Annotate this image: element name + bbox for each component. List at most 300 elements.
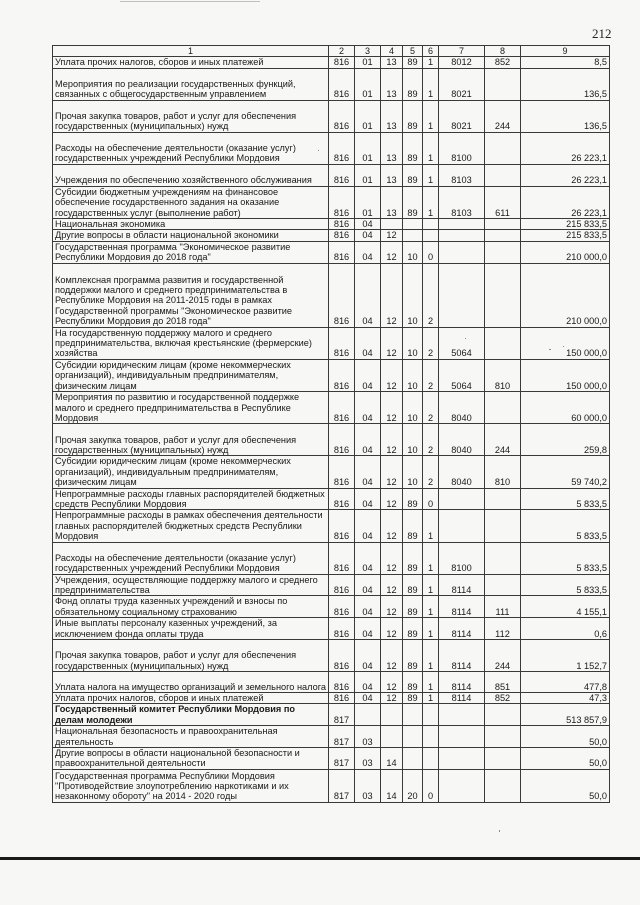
code-cell-c3: 01 xyxy=(355,57,381,68)
code-cell-c8 xyxy=(485,510,521,542)
code-cell-c6: 0 xyxy=(423,769,439,802)
code-cell-c9: 1 152,7 xyxy=(521,640,610,672)
column-header: 1 xyxy=(53,46,329,57)
code-cell-c4: 13 xyxy=(381,186,403,218)
row-name-cell: Национальная безопасность и правоохранительная деятельность xyxy=(53,726,329,748)
row-name-cell: Национальная экономика xyxy=(53,219,329,230)
code-cell-c8 xyxy=(485,164,521,186)
code-cell-c5: 89 xyxy=(403,693,423,704)
row-name-cell: Уплата прочих налогов, сборов и иных платежей xyxy=(53,57,329,68)
code-cell-c6 xyxy=(423,726,439,748)
code-cell-c8: 112 xyxy=(485,618,521,640)
code-cell-c3: 04 xyxy=(355,392,381,424)
table-row xyxy=(53,132,610,164)
code-cell-c3: 04 xyxy=(355,327,381,359)
code-cell-c2: 816 xyxy=(329,574,355,596)
scan-bottom-edge xyxy=(0,857,640,860)
code-cell-c8: 611 xyxy=(485,186,521,218)
code-cell-c6: 1 xyxy=(423,618,439,640)
code-cell-c9: 150 000,0 xyxy=(521,359,610,391)
code-cell-c7: 8103 xyxy=(439,164,485,186)
row-name-cell: Учреждения по обеспечению хозяйственного обслуживания xyxy=(53,164,329,186)
budget-table xyxy=(52,45,610,803)
code-cell-c6: 1 xyxy=(423,57,439,68)
code-cell-c6: 1 xyxy=(423,68,439,100)
row-name-cell: Иные выплаты персоналу казенных учреждений, за исключением фонда оплаты труда xyxy=(53,618,329,640)
code-cell-c7 xyxy=(439,488,485,510)
code-cell-c5: 89 xyxy=(403,68,423,100)
code-cell-c8: 244 xyxy=(485,640,521,672)
row-name-cell: Государственный комитет Республики Мордовия по делам молодежи xyxy=(53,704,329,726)
code-cell-c8 xyxy=(485,392,521,424)
code-cell-c3: 04 xyxy=(355,263,381,327)
scan-artifact-top xyxy=(120,1,260,4)
code-cell-c5: 89 xyxy=(403,488,423,510)
code-cell-c5: 89 xyxy=(403,510,423,542)
code-cell-c8 xyxy=(485,542,521,574)
code-cell-c6: 1 xyxy=(423,100,439,132)
code-cell-c6: 1 xyxy=(423,186,439,218)
column-header: 5 xyxy=(403,46,423,57)
row-name-cell: Прочая закупка товаров, работ и услуг для обеспечения государственных (муниципальных) нужд xyxy=(53,424,329,456)
row-name-cell: Расходы на обеспечение деятельности (оказание услуг) государственных учреждений Республики Мордовия xyxy=(53,542,329,574)
code-cell-c8: 852 xyxy=(485,693,521,704)
code-cell-c4: 14 xyxy=(381,748,403,770)
code-cell-c6: 1 xyxy=(423,574,439,596)
code-cell-c7 xyxy=(439,769,485,802)
code-cell-c2: 816 xyxy=(329,672,355,693)
table-row xyxy=(53,359,610,391)
code-cell-c6: 1 xyxy=(423,542,439,574)
code-cell-c2: 816 xyxy=(329,263,355,327)
scan-speck xyxy=(549,349,551,350)
table-row xyxy=(53,726,610,748)
code-cell-c4: 12 xyxy=(381,574,403,596)
table-row xyxy=(53,456,610,488)
code-cell-c2: 816 xyxy=(329,57,355,68)
code-cell-c7: 8114 xyxy=(439,574,485,596)
code-cell-c8 xyxy=(485,241,521,263)
code-cell-c8 xyxy=(485,219,521,230)
code-cell-c7: 8040 xyxy=(439,424,485,456)
code-cell-c3: 01 xyxy=(355,164,381,186)
code-cell-c7: 8100 xyxy=(439,132,485,164)
row-name-cell: Государственная программа "Экономическое развитие Республики Мордовия до 2018 года" xyxy=(53,241,329,263)
code-cell-c3: 04 xyxy=(355,574,381,596)
code-cell-c4: 12 xyxy=(381,263,403,327)
code-cell-c4: 12 xyxy=(381,510,403,542)
code-cell-c3: 01 xyxy=(355,132,381,164)
code-cell-c8 xyxy=(485,327,521,359)
column-header: 2 xyxy=(329,46,355,57)
code-cell-c6: 1 xyxy=(423,132,439,164)
code-cell-c8: 852 xyxy=(485,57,521,68)
table-row xyxy=(53,186,610,218)
table-row xyxy=(53,164,610,186)
code-cell-c6 xyxy=(423,704,439,726)
code-cell-c7 xyxy=(439,263,485,327)
code-cell-c8 xyxy=(485,132,521,164)
code-cell-c7: 8040 xyxy=(439,392,485,424)
code-cell-c2: 816 xyxy=(329,596,355,618)
code-cell-c3: 04 xyxy=(355,456,381,488)
code-cell-c4: 12 xyxy=(381,542,403,574)
page-number: 212 xyxy=(592,26,612,41)
code-cell-c2: 816 xyxy=(329,488,355,510)
code-cell-c8 xyxy=(485,574,521,596)
table-header-row xyxy=(53,46,610,57)
code-cell-c3: 04 xyxy=(355,640,381,672)
code-cell-c9: 215 833,5 xyxy=(521,219,610,230)
code-cell-c6: 2 xyxy=(423,263,439,327)
row-name-cell: Государственная программа Республики Мордовия "Противодействие злоупотреблению наркотиками и их незаконному обороту" на 2014 - 2020 годы xyxy=(53,769,329,802)
row-name-cell: Непрограммные расходы главных распорядителей бюджетных средств Республики Мордовия xyxy=(53,488,329,510)
table-row xyxy=(53,596,610,618)
row-name-cell: Прочая закупка товаров, работ и услуг для обеспечения государственных (муниципальных) нужд xyxy=(53,100,329,132)
column-header: 3 xyxy=(355,46,381,57)
code-cell-c5 xyxy=(403,748,423,770)
code-cell-c5: 20 xyxy=(403,769,423,802)
code-cell-c7: 8012 xyxy=(439,57,485,68)
code-cell-c7 xyxy=(439,704,485,726)
row-name-cell: Мероприятия по реализации государственных функций, связанных с общегосударственным управлением xyxy=(53,68,329,100)
code-cell-c5: 89 xyxy=(403,57,423,68)
code-cell-c8 xyxy=(485,726,521,748)
code-cell-c9: 4 155,1 xyxy=(521,596,610,618)
code-cell-c2: 816 xyxy=(329,456,355,488)
table-row xyxy=(53,100,610,132)
table-body xyxy=(53,57,610,802)
code-cell-c3 xyxy=(355,704,381,726)
code-cell-c3: 04 xyxy=(355,672,381,693)
code-cell-c5: 10 xyxy=(403,456,423,488)
code-cell-c3: 01 xyxy=(355,68,381,100)
row-name-cell: Уплата прочих налогов, сборов и иных платежей xyxy=(53,693,329,704)
code-cell-c8 xyxy=(485,748,521,770)
code-cell-c7 xyxy=(439,241,485,263)
code-cell-c8 xyxy=(485,68,521,100)
code-cell-c5: 89 xyxy=(403,186,423,218)
code-cell-c2: 816 xyxy=(329,164,355,186)
code-cell-c7: 8114 xyxy=(439,596,485,618)
column-header: 6 xyxy=(423,46,439,57)
column-header: 4 xyxy=(381,46,403,57)
code-cell-c7: 5064 xyxy=(439,359,485,391)
code-cell-c8 xyxy=(485,769,521,802)
row-name-cell: На государственную поддержку малого и среднего предпринимательства, включая крестьянские (фермерские) хозяйства xyxy=(53,327,329,359)
code-cell-c5 xyxy=(403,230,423,241)
code-cell-c4: 13 xyxy=(381,164,403,186)
code-cell-c5: 89 xyxy=(403,100,423,132)
code-cell-c4 xyxy=(381,704,403,726)
scan-speck xyxy=(318,150,319,151)
code-cell-c9: 210 000,0 xyxy=(521,241,610,263)
code-cell-c7: 8103 xyxy=(439,186,485,218)
code-cell-c8: 851 xyxy=(485,672,521,693)
code-cell-c4: 12 xyxy=(381,392,403,424)
code-cell-c5: 89 xyxy=(403,672,423,693)
code-cell-c3: 04 xyxy=(355,596,381,618)
code-cell-c9: 50,0 xyxy=(521,748,610,770)
code-cell-c6 xyxy=(423,230,439,241)
table-row xyxy=(53,769,610,802)
code-cell-c6: 2 xyxy=(423,359,439,391)
code-cell-c9: 477,8 xyxy=(521,672,610,693)
code-cell-c5 xyxy=(403,219,423,230)
code-cell-c3: 04 xyxy=(355,241,381,263)
table-row xyxy=(53,424,610,456)
code-cell-c6: 1 xyxy=(423,596,439,618)
code-cell-c2: 816 xyxy=(329,230,355,241)
row-name-cell: Мероприятия по развитию и государственной поддержке малого и среднего предпринимательства в Республике Мордовия xyxy=(53,392,329,424)
code-cell-c2: 816 xyxy=(329,132,355,164)
code-cell-c9: 210 000,0 xyxy=(521,263,610,327)
code-cell-c3: 04 xyxy=(355,219,381,230)
table-row xyxy=(53,618,610,640)
code-cell-c7 xyxy=(439,219,485,230)
code-cell-c8 xyxy=(485,263,521,327)
code-cell-c6: 1 xyxy=(423,693,439,704)
code-cell-c5: 89 xyxy=(403,574,423,596)
code-cell-c7 xyxy=(439,230,485,241)
code-cell-c2: 816 xyxy=(329,186,355,218)
code-cell-c7: 8040 xyxy=(439,456,485,488)
code-cell-c9: 259,8 xyxy=(521,424,610,456)
scan-speck xyxy=(499,830,500,832)
code-cell-c5: 89 xyxy=(403,618,423,640)
code-cell-c9: 26 223,1 xyxy=(521,164,610,186)
code-cell-c3: 01 xyxy=(355,186,381,218)
code-cell-c6: 1 xyxy=(423,164,439,186)
table-row xyxy=(53,327,610,359)
code-cell-c9: 26 223,1 xyxy=(521,132,610,164)
code-cell-c2: 816 xyxy=(329,359,355,391)
code-cell-c2: 816 xyxy=(329,510,355,542)
code-cell-c2: 817 xyxy=(329,748,355,770)
code-cell-c6: 1 xyxy=(423,640,439,672)
code-cell-c5: 89 xyxy=(403,164,423,186)
code-cell-c4: 12 xyxy=(381,456,403,488)
code-cell-c6: 2 xyxy=(423,424,439,456)
code-cell-c3: 04 xyxy=(355,230,381,241)
table-row xyxy=(53,57,610,68)
row-name-cell: Прочая закупка товаров, работ и услуг для обеспечения государственных (муниципальных) нужд xyxy=(53,640,329,672)
code-cell-c9: 59 740,2 xyxy=(521,456,610,488)
code-cell-c3: 03 xyxy=(355,748,381,770)
table-row xyxy=(53,510,610,542)
code-cell-c2: 817 xyxy=(329,769,355,802)
row-name-cell: Учреждения, осуществляющие поддержку малого и среднего предпринимательства xyxy=(53,574,329,596)
code-cell-c8 xyxy=(485,230,521,241)
code-cell-c2: 816 xyxy=(329,327,355,359)
table-row xyxy=(53,574,610,596)
code-cell-c3: 04 xyxy=(355,618,381,640)
code-cell-c9: 150 000,0 xyxy=(521,327,610,359)
row-name-cell: Уплата налога на имущество организаций и земельного налога xyxy=(53,672,329,693)
code-cell-c4: 13 xyxy=(381,57,403,68)
code-cell-c2: 816 xyxy=(329,68,355,100)
code-cell-c3: 04 xyxy=(355,542,381,574)
code-cell-c3: 03 xyxy=(355,726,381,748)
table-row xyxy=(53,693,610,704)
code-cell-c4 xyxy=(381,726,403,748)
table-row xyxy=(53,241,610,263)
code-cell-c9: 8,5 xyxy=(521,57,610,68)
code-cell-c6: 1 xyxy=(423,672,439,693)
code-cell-c9: 47,3 xyxy=(521,693,610,704)
table-row xyxy=(53,672,610,693)
code-cell-c4: 12 xyxy=(381,693,403,704)
code-cell-c9: 5 833,5 xyxy=(521,542,610,574)
code-cell-c6: 1 xyxy=(423,510,439,542)
table-row xyxy=(53,748,610,770)
code-cell-c2: 816 xyxy=(329,241,355,263)
code-cell-c3: 04 xyxy=(355,424,381,456)
code-cell-c9: 136,5 xyxy=(521,68,610,100)
code-cell-c8 xyxy=(485,704,521,726)
code-cell-c4: 13 xyxy=(381,68,403,100)
code-cell-c4: 12 xyxy=(381,424,403,456)
code-cell-c7: 8114 xyxy=(439,672,485,693)
code-cell-c4: 13 xyxy=(381,132,403,164)
code-cell-c3: 04 xyxy=(355,693,381,704)
code-cell-c7: 8100 xyxy=(439,542,485,574)
row-name-cell: Субсидии юридическим лицам (кроме некоммерческих организаций), индивидуальным предпринимателям, физическим лицам xyxy=(53,456,329,488)
row-name-cell: Субсидии бюджетным учреждениям на финансовое обеспечение государственного задания на оказание государственных услуг (выполнение работ) xyxy=(53,186,329,218)
code-cell-c2: 816 xyxy=(329,693,355,704)
code-cell-c6: 0 xyxy=(423,241,439,263)
code-cell-c9: 26 223,1 xyxy=(521,186,610,218)
code-cell-c6: 2 xyxy=(423,456,439,488)
code-cell-c6 xyxy=(423,748,439,770)
table-row xyxy=(53,230,610,241)
code-cell-c5: 10 xyxy=(403,392,423,424)
row-name-cell: Комплексная программа развития и государственной поддержки малого и среднего предпринимательства в Республике Мордовия на 2011-2015 годы в рамках Государственной программы "Экономическое развитие Республики Мордовия до 2018 года" xyxy=(53,263,329,327)
code-cell-c9: 5 833,5 xyxy=(521,574,610,596)
code-cell-c5: 10 xyxy=(403,327,423,359)
code-cell-c9: 60 000,0 xyxy=(521,392,610,424)
code-cell-c7: 8114 xyxy=(439,693,485,704)
code-cell-c4: 12 xyxy=(381,618,403,640)
table-row xyxy=(53,392,610,424)
code-cell-c9: 50,0 xyxy=(521,726,610,748)
code-cell-c9: 215 833,5 xyxy=(521,230,610,241)
code-cell-c4: 13 xyxy=(381,100,403,132)
code-cell-c8 xyxy=(485,488,521,510)
code-cell-c2: 816 xyxy=(329,424,355,456)
scan-speck xyxy=(563,346,564,347)
row-name-cell: Непрограммные расходы в рамках обеспечения деятельности главных распорядителей бюджетных средств Республики Мордовия xyxy=(53,510,329,542)
code-cell-c5: 89 xyxy=(403,596,423,618)
code-cell-c8: 244 xyxy=(485,100,521,132)
code-cell-c2: 816 xyxy=(329,640,355,672)
table-row xyxy=(53,704,610,726)
row-name-cell: Расходы на обеспечение деятельности (оказание услуг) государственных учреждений Республики Мордовия xyxy=(53,132,329,164)
code-cell-c8: 244 xyxy=(485,424,521,456)
code-cell-c9: 136,5 xyxy=(521,100,610,132)
code-cell-c5 xyxy=(403,704,423,726)
code-cell-c9: 0,6 xyxy=(521,618,610,640)
code-cell-c7 xyxy=(439,726,485,748)
code-cell-c7 xyxy=(439,748,485,770)
code-cell-c2: 816 xyxy=(329,542,355,574)
code-cell-c5: 10 xyxy=(403,241,423,263)
code-cell-c5: 89 xyxy=(403,640,423,672)
code-cell-c2: 816 xyxy=(329,618,355,640)
table-row xyxy=(53,68,610,100)
code-cell-c5: 89 xyxy=(403,542,423,574)
code-cell-c5: 89 xyxy=(403,132,423,164)
column-header: 8 xyxy=(485,46,521,57)
code-cell-c4: 12 xyxy=(381,672,403,693)
code-cell-c2: 816 xyxy=(329,100,355,132)
code-cell-c6: 0 xyxy=(423,488,439,510)
code-cell-c3: 01 xyxy=(355,100,381,132)
code-cell-c4: 12 xyxy=(381,640,403,672)
code-cell-c4: 14 xyxy=(381,769,403,802)
row-name-cell: Фонд оплаты труда казенных учреждений и взносы по обязательному социальному страхованию xyxy=(53,596,329,618)
table-row xyxy=(53,542,610,574)
code-cell-c4: 12 xyxy=(381,359,403,391)
code-cell-c9: 5 833,5 xyxy=(521,510,610,542)
code-cell-c2: 816 xyxy=(329,219,355,230)
code-cell-c4 xyxy=(381,219,403,230)
code-cell-c8: 111 xyxy=(485,596,521,618)
code-cell-c7: 5064 xyxy=(439,327,485,359)
code-cell-c2: 816 xyxy=(329,392,355,424)
code-cell-c4: 12 xyxy=(381,327,403,359)
code-cell-c5: 10 xyxy=(403,263,423,327)
code-cell-c4: 12 xyxy=(381,241,403,263)
code-cell-c4: 12 xyxy=(381,596,403,618)
code-cell-c8: 810 xyxy=(485,359,521,391)
code-cell-c3: 03 xyxy=(355,769,381,802)
code-cell-c9: 5 833,5 xyxy=(521,488,610,510)
code-cell-c9: 50,0 xyxy=(521,769,610,802)
code-cell-c7: 8114 xyxy=(439,640,485,672)
code-cell-c3: 04 xyxy=(355,510,381,542)
code-cell-c2: 817 xyxy=(329,704,355,726)
column-header: 9 xyxy=(521,46,610,57)
code-cell-c3: 04 xyxy=(355,359,381,391)
code-cell-c7 xyxy=(439,510,485,542)
table-row xyxy=(53,219,610,230)
code-cell-c5 xyxy=(403,726,423,748)
row-name-cell: Другие вопросы в области национальной экономики xyxy=(53,230,329,241)
table-row xyxy=(53,640,610,672)
code-cell-c3: 04 xyxy=(355,488,381,510)
code-cell-c8: 810 xyxy=(485,456,521,488)
code-cell-c5: 10 xyxy=(403,359,423,391)
code-cell-c6: 2 xyxy=(423,392,439,424)
code-cell-c6 xyxy=(423,219,439,230)
code-cell-c7: 8114 xyxy=(439,618,485,640)
code-cell-c5: 10 xyxy=(403,424,423,456)
table-row xyxy=(53,263,610,327)
code-cell-c4: 12 xyxy=(381,488,403,510)
scan-speck xyxy=(465,338,466,339)
table-row xyxy=(53,488,610,510)
code-cell-c7: 8021 xyxy=(439,68,485,100)
row-name-cell: Субсидии юридическим лицам (кроме некоммерческих организаций), индивидуальным предпринимателям, физическим лицам xyxy=(53,359,329,391)
code-cell-c7: 8021 xyxy=(439,100,485,132)
code-cell-c6: 2 xyxy=(423,327,439,359)
column-header: 7 xyxy=(439,46,485,57)
code-cell-c9: 513 857,9 xyxy=(521,704,610,726)
code-cell-c2: 817 xyxy=(329,726,355,748)
row-name-cell: Другие вопросы в области национальной безопасности и правоохранительной деятельности xyxy=(53,748,329,770)
code-cell-c4: 12 xyxy=(381,230,403,241)
